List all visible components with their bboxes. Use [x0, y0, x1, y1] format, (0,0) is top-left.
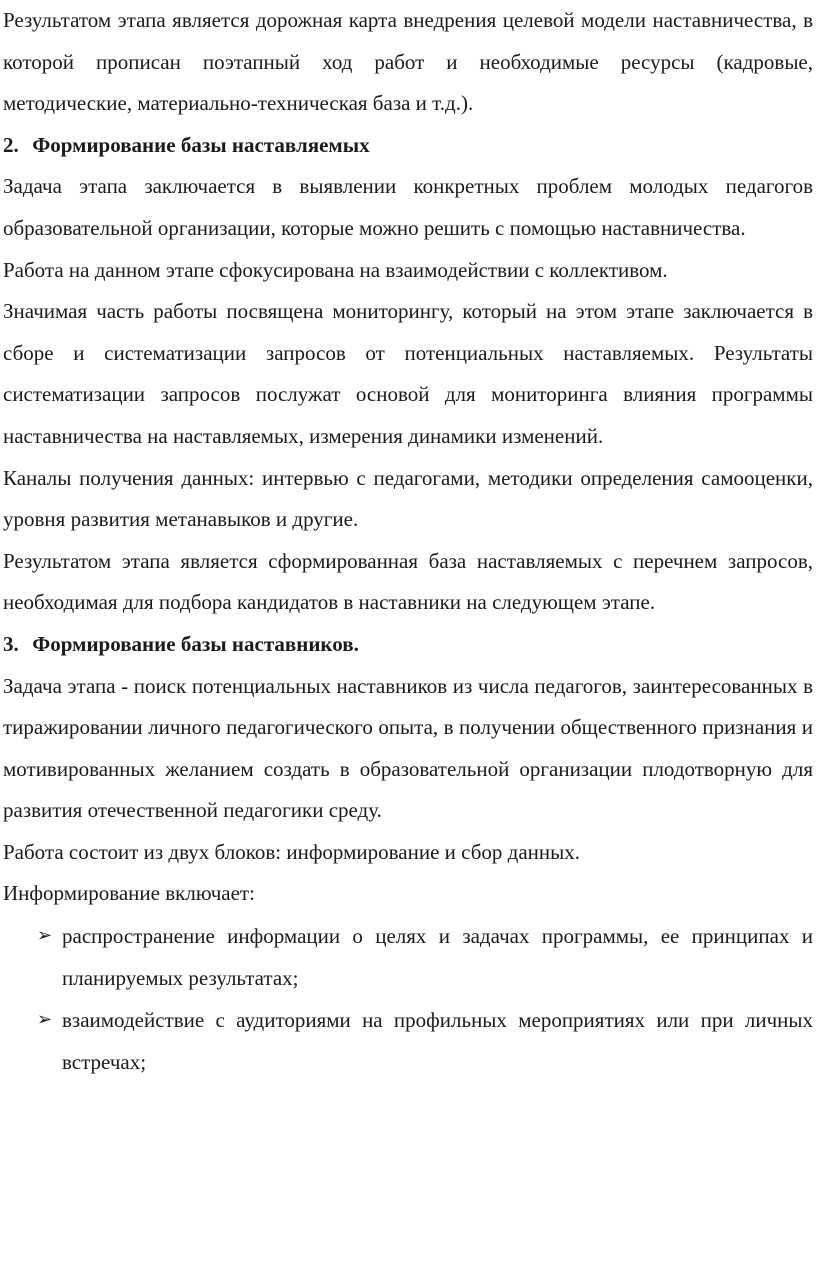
section-number: 2. [3, 132, 19, 157]
arrow-bullet-icon: ➢ [37, 1009, 53, 1031]
paragraph-informing-includes: Информирование включает: [3, 881, 255, 906]
paragraph-roadmap-result: Результатом этапа является дорожная карта внедрения целевой модели наставничества, в которой прописан поэтапный ход работ и необходимые ресурсы (кадровые, методические, материально-техническая база и т.д.). [3, 8, 813, 116]
list-item-text: взаимодействие с аудиториями на профильных мероприятиях или при личных встречах; [62, 1008, 813, 1075]
paragraph-collective-work: Работа на данном этапе сфокусирована на взаимодействии с коллективом. [3, 257, 668, 282]
section-title: Формирование базы наставников. [32, 631, 359, 656]
paragraph-monitoring: Значимая часть работы посвящена мониторингу, который на этом этапе заключается в сборе и систематизации запросов от потенциальных наставляемых. Результаты систематизации запросов послужат основой для мониторинга влияния программы наставничества на наставляемых, измерения динамики изменений. [3, 299, 813, 448]
document-page [3, 0, 813, 1083]
section-heading-mentors-base [3, 624, 813, 666]
list-item-text: распространение информации о целях и задачах программы, ее принципах и планируемых результатах; [62, 924, 813, 991]
informing-list [3, 915, 813, 1083]
paragraph-mentor-search: Задача этапа - поиск потенциальных наставников из числа педагогов, заинтересованных в тиражировании личного педагогического опыта, в получении общественного признания и мотивированных желанием создать в образовательной организации плодотворную для развития отечественной педагогики среду. [3, 673, 813, 823]
paragraph-stage-task: Задача этапа заключается в выявлении конкретных проблем молодых педагогов образовательной организации, которые можно решить с помощью наставничества. [3, 174, 813, 240]
paragraph-data-channels: Каналы получения данных: интервью с педагогами, методики определения самооценки, уровня развития метанавыков и другие. [3, 465, 813, 532]
list-item [3, 999, 813, 1083]
section-title: Формирование базы наставляемых [32, 132, 370, 157]
arrow-bullet-icon: ➢ [37, 925, 53, 947]
section-heading-mentees-base [3, 125, 813, 167]
section-number: 3. [3, 631, 19, 656]
paragraph-stage-result: Результатом этапа является сформированная база наставляемых с перечнем запросов, необходимая для подбора кандидатов в наставники на следующем этапе. [3, 548, 813, 615]
paragraph-two-blocks: Работа состоит из двух блоков: информирование и сбор данных. [3, 839, 580, 864]
list-item [3, 915, 813, 999]
